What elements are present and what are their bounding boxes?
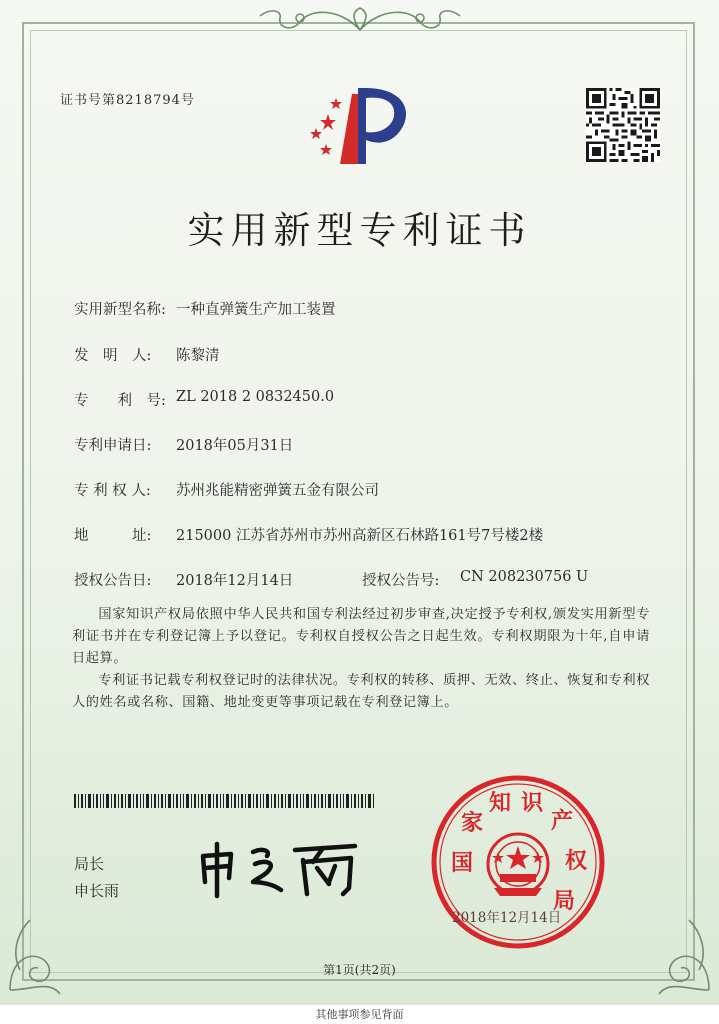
barcode-icon <box>74 794 376 808</box>
field-value: 2018年12月14日 <box>176 573 294 589</box>
signatory-title: 局长 <box>74 855 105 873</box>
field-value: 苏州兆能精密弹簧五金有限公司 <box>176 483 379 499</box>
field-label: 专利申请日: <box>74 438 152 454</box>
field-label: 专 利 权 人: <box>74 483 151 499</box>
svg-text:识: 识 <box>520 791 544 816</box>
svg-text:权: 权 <box>564 849 588 874</box>
footer-note: 其他事项参见背面 <box>315 1008 404 1021</box>
patent-office-logo-icon <box>300 80 420 172</box>
body-paragraph-2: 专利证书记载专利权登记时的法律状况。专利权的转移、质押、无效、终止、恢复和专利权人的姓名或名称、国籍、地址变更等事项记载在专利登记簿上。 <box>72 673 650 710</box>
svg-text:知: 知 <box>488 791 512 816</box>
field-grant-number <box>362 569 662 589</box>
certificate-number: 证书号第8218794号 <box>60 93 195 108</box>
field-label: 授权公告日: <box>74 573 152 589</box>
body-paragraph-1: 国家知识产权局依照中华人民共和国专利法经过初步审查,决定授予专利权,颁发实用新型专利证书并在专利登记簿上予以登记。专利权自授权公告之日起生效。专利权期限为十年,自申请日起算。 <box>72 607 650 666</box>
field-label: 授权公告号: <box>362 573 440 589</box>
bottom-right-ornament-icon <box>629 890 719 1000</box>
field-patentee <box>74 479 664 499</box>
field-address <box>74 524 664 544</box>
field-label: 专 利 号: <box>74 393 166 409</box>
top-ornament-icon <box>240 4 480 36</box>
signatory-name: 申长雨 <box>74 882 120 900</box>
field-label: 发 明 人: <box>74 348 152 364</box>
field-value: 陈黎清 <box>176 348 220 364</box>
svg-text:家: 家 <box>460 811 484 836</box>
field-value: 一种直弹簧生产加工装置 <box>176 302 336 318</box>
field-grant-date <box>74 569 364 589</box>
field-filing-date <box>74 434 664 454</box>
bottom-left-ornament-icon <box>0 890 90 1000</box>
field-value: 215000 江苏省苏州市苏州高新区石林路161号7号楼2楼 <box>176 528 544 544</box>
certificate-title: 实用新型专利证书 <box>187 209 532 252</box>
field-inventor <box>74 344 664 364</box>
svg-text:产: 产 <box>550 809 574 834</box>
svg-text:局: 局 <box>552 889 576 914</box>
field-label: 地 址: <box>74 528 152 544</box>
field-value: CN 208230756 U <box>460 569 589 585</box>
field-value: ZL 2018 2 0832450.0 <box>176 389 335 405</box>
qr-code-icon <box>586 88 660 162</box>
field-value: 2018年05月31日 <box>176 438 294 454</box>
seal-date: 2018年12月14日 <box>452 910 562 926</box>
handwritten-signature-icon <box>195 838 365 900</box>
svg-text:国: 国 <box>450 851 474 876</box>
page-number: 第1页(共2页) <box>323 963 396 977</box>
field-label: 实用新型名称: <box>74 302 166 318</box>
field-utility-model-name <box>74 298 664 318</box>
field-patent-number <box>74 389 664 409</box>
